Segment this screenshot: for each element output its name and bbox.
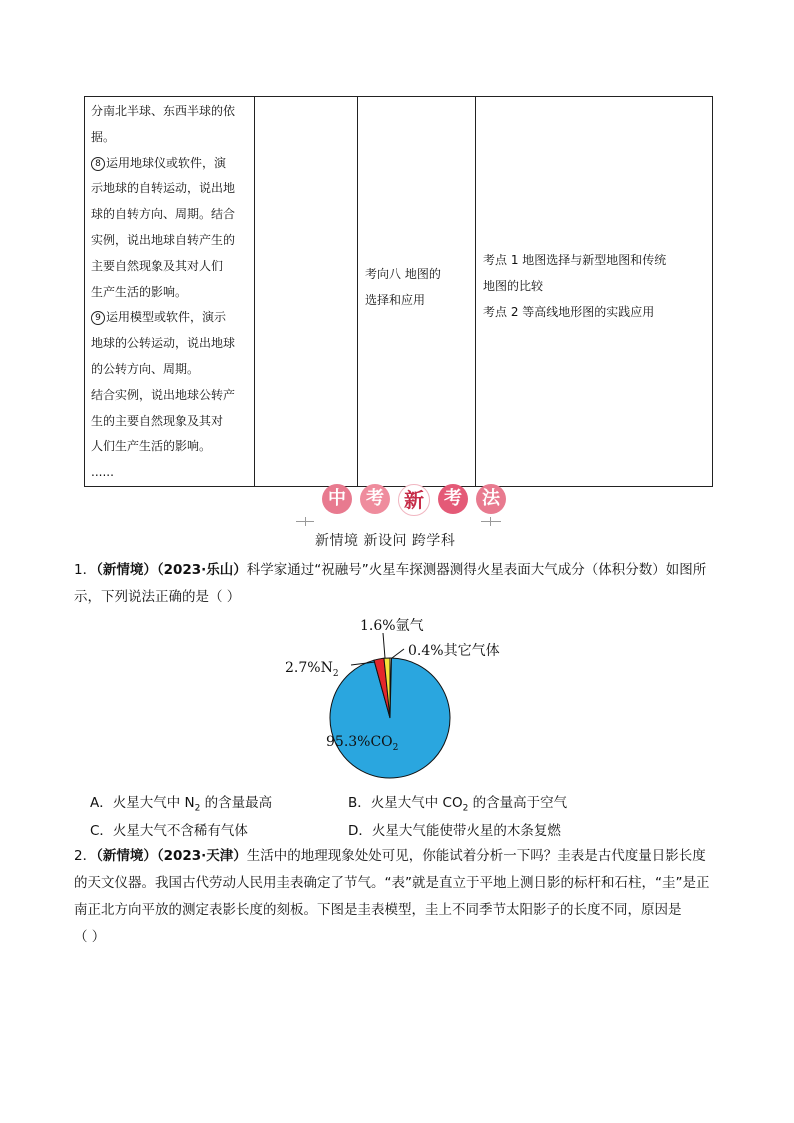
standards-text — [85, 97, 254, 486]
circled-number: 9 — [91, 311, 105, 325]
ar-label: 1.6%氩气 — [360, 618, 424, 634]
point-line: 考点 1 地图选择与新型地图和传统 — [483, 253, 667, 267]
option-a — [90, 791, 272, 814]
point-line: 地图的比较 — [483, 279, 544, 293]
question-text: 的天文仪器。我国古代劳动人民用圭表确定了节气。“表”就是直立于平地上测日影的标杆和石柱，“圭”是正 — [74, 875, 710, 891]
banner-tick — [490, 517, 491, 526]
curriculum-table — [84, 96, 713, 487]
option-c: C．火星大气不含稀有气体 — [90, 823, 248, 839]
standards-line: ...... — [91, 465, 114, 480]
standards-line: 地球的公转运动，说出地球 — [91, 336, 236, 351]
standards-line: 人们生产生活的影响。 — [91, 439, 212, 454]
banner-char: 考 — [438, 484, 468, 514]
banner-char: 新 — [398, 484, 430, 516]
banner-char: 考 — [360, 484, 390, 514]
banner-divider — [481, 521, 501, 522]
standards-line: 分南北半球、东西半球的依 — [91, 104, 236, 118]
standards-line: 9 运用模型或软件，演示 — [91, 305, 250, 331]
table-cell-empty — [255, 97, 358, 487]
table-cell-standards — [85, 97, 255, 487]
question-text: 示，下列说法正确的是（ ） — [74, 589, 241, 605]
question-text: 南正北方向平放的测定表影长度的刻板。下图是圭表模型，圭上不同季节太阳影子的长度不同，原因是 — [74, 902, 682, 918]
standards-line: 生的主要自然现象及其对 — [91, 413, 224, 428]
co2-label-sub: 2 — [392, 743, 399, 753]
question-2 — [74, 843, 724, 951]
question-2-line — [74, 843, 724, 870]
co2-label-main: 95.3%CO — [326, 734, 393, 750]
standards-line: 示地球的自转运动，说出地 — [91, 181, 236, 196]
option-a-text: A．火星大气中 N — [90, 795, 195, 811]
table-cell-direction — [358, 97, 476, 487]
question-1 — [74, 557, 724, 611]
question-1-line — [74, 557, 724, 584]
question-text: （ ） — [74, 929, 106, 945]
point-line: 考点 2 等高线地形图的实践应用 — [483, 305, 655, 319]
other-label: 0.4%其它气体 — [408, 643, 500, 659]
table-cell-points — [476, 97, 713, 487]
standards-line: 据。 — [91, 129, 116, 144]
question-number: 1． — [74, 562, 97, 578]
standards-line: 的公转方向、周期。 — [91, 361, 200, 376]
standards-line: 球的自转方向、周期。结合 — [91, 207, 236, 222]
option-d: D．火星大气能使带火星的木条复燃 — [348, 823, 561, 839]
banner-char: 中 — [322, 484, 352, 514]
question-number: 2． — [74, 848, 97, 864]
option-b-text-end: 的含量高于空气 — [468, 795, 568, 811]
question-text: 生活中的地理现象处处可见，你能试着分析一下吗？圭表是古代度量日影长度 — [246, 848, 706, 864]
n2-label — [285, 660, 339, 679]
question-source: （2023·乐山） — [156, 562, 247, 578]
ar-leader-line — [383, 633, 385, 658]
banner-subtitle: 新情境 新设问 跨学科 — [315, 533, 456, 549]
standards-line: 实例，说出地球自转产生的 — [91, 232, 236, 247]
n2-label-sub: 2 — [332, 669, 339, 679]
option-b — [348, 791, 567, 814]
atmosphere-pie-chart — [270, 610, 530, 785]
question-text: 科学家通过“祝融号”火星车探测器测得火星表面大气成分（体积分数）如图所 — [246, 562, 707, 578]
circled-number: 8 — [91, 157, 105, 171]
question-tag: （新情境） — [96, 562, 157, 578]
question-tag: （新情境） — [96, 848, 157, 864]
other-leader-line — [392, 649, 404, 658]
standards-line: 生产生活的影响。 — [91, 284, 188, 299]
banner-char: 法 — [476, 484, 506, 514]
banner-tick — [305, 517, 306, 526]
direction-line: 选择和应用 — [365, 293, 426, 307]
option-a-sub: 2 — [194, 803, 201, 814]
standards-line: 8 运用地球仪或软件，演 — [91, 151, 250, 177]
n2-label-main: 2.7%N — [285, 660, 333, 676]
option-b-text: B．火星大气中 CO — [348, 795, 463, 811]
direction-text — [365, 261, 469, 313]
option-a-text-end: 的含量最高 — [200, 795, 273, 811]
pie-slices — [330, 658, 450, 778]
points-text — [483, 247, 705, 325]
standards-line: 主要自然现象及其对人们 — [91, 258, 224, 273]
question-source: （2023·天津） — [156, 848, 247, 864]
standards-line: 结合实例，说出地球公转产 — [91, 387, 236, 402]
option-b-sub: 2 — [462, 803, 469, 814]
direction-line: 考向八 地图的 — [365, 267, 441, 281]
zhongkao-banner — [322, 484, 514, 518]
